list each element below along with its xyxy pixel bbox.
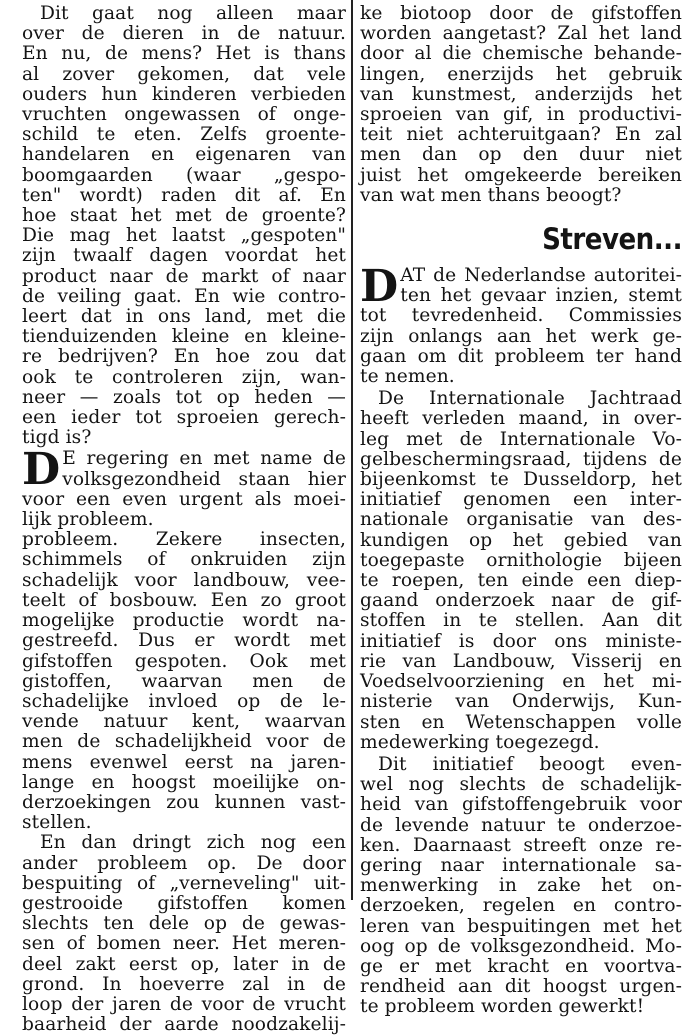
right-paragraph-3 bbox=[360, 389, 682, 753]
text-line: zijn twaalf dagen voordat het bbox=[22, 245, 346, 267]
text-line: van kunstmest, anderzijds het bbox=[360, 83, 682, 105]
right-paragraph-2 bbox=[360, 261, 682, 388]
text-line: ouders hun kinderen verbieden bbox=[22, 83, 346, 105]
left-paragraph-3 bbox=[22, 530, 346, 833]
text-line: gestrooide gifstoffen komen bbox=[22, 892, 346, 914]
text-line: deel zakt eerst op, later in de bbox=[22, 953, 346, 975]
text-line: leert dat in ons land, met die bbox=[22, 306, 346, 328]
text-line: Dit gaat nog alleen maar bbox=[40, 3, 346, 24]
text-line: sen of bomen neer. Het meren- bbox=[22, 933, 346, 955]
column-divider bbox=[351, 0, 353, 900]
text-line: oog op de volksgezondheid. Mo- bbox=[360, 935, 682, 957]
text-line: kundigen op het gebied van bbox=[360, 529, 682, 551]
text-line: re bedrijven? En hoe zou dat bbox=[22, 346, 346, 368]
text-line: heid van gifstoffengebruik voor bbox=[360, 794, 682, 816]
text-line: mens evenwel eerst na jaren- bbox=[22, 751, 346, 773]
text-line: Voedselvoorziening en het mi- bbox=[360, 671, 682, 693]
text-line: volksgezondheid staan hier bbox=[62, 468, 346, 490]
text-line: tot tevredenheid. Commissies bbox=[360, 305, 682, 327]
left-column bbox=[22, 4, 346, 1035]
text-line: ge er met kracht en voortva- bbox=[360, 955, 682, 977]
drop-cap-letter: D bbox=[22, 444, 61, 496]
text-line: product naar de markt of naar bbox=[22, 265, 346, 287]
text-line: AT de Nederlandse autoritei- bbox=[400, 265, 682, 287]
text-line: gistoffen, waarvan men de bbox=[22, 670, 346, 692]
text-line: men dan op den duur niet bbox=[360, 144, 682, 166]
text-line: te probleem worden gewerkt! bbox=[360, 996, 645, 1018]
text-line: rie van Landbouw, Visserij en bbox=[360, 650, 682, 672]
text-line: vruchten ongewassen of onge- bbox=[22, 104, 346, 126]
text-line: ten het gevaar inzien, stemt bbox=[400, 285, 682, 307]
text-line: En nu, de mens? Het is thans bbox=[22, 43, 346, 65]
text-line: heeft verleden maand, in over- bbox=[360, 408, 682, 430]
text-line: wel nog slechts de schadelijk- bbox=[360, 774, 682, 796]
text-line: een ieder tot sproeien gerech- bbox=[22, 407, 346, 429]
text-line: slechts ten dele op de gewas- bbox=[22, 913, 346, 935]
right-paragraph-4 bbox=[360, 755, 682, 1018]
text-line: juist het omgekeerde bereiken bbox=[360, 164, 682, 186]
text-line: door al die chemische behande- bbox=[360, 43, 682, 65]
text-line: baarheid der aarde noodzakelij- bbox=[22, 1014, 346, 1035]
text-line: menwerking in zake het on- bbox=[360, 875, 682, 897]
text-line: teelt of bosbouw. Een zo groot bbox=[22, 589, 346, 611]
text-line: boomgaarden (waar „gespo- bbox=[22, 164, 346, 186]
text-line: medewerking toegezegd. bbox=[360, 731, 600, 753]
left-paragraph-1 bbox=[22, 4, 346, 448]
text-line: En dan dringt zich nog een bbox=[40, 832, 346, 854]
text-line: bijeenkomst te Dusseldorp, het bbox=[360, 469, 682, 491]
text-line: vende natuur kent, waarvan bbox=[22, 711, 346, 733]
text-line: Die mag het laatst „gespoten" bbox=[22, 225, 346, 247]
text-line: grond. In hoeverre zal in de bbox=[22, 973, 346, 995]
text-line: over de dieren in de natuur. bbox=[22, 23, 346, 45]
text-line: neer — zoals tot op heden — bbox=[22, 386, 346, 408]
text-line: rendheid aan dit hoogst urgen- bbox=[360, 976, 682, 998]
text-line: worden aangetast? Zal het land bbox=[360, 23, 682, 45]
text-line: ander probleem op. De door bbox=[22, 852, 346, 874]
text-line: De Internationale Jachtraad bbox=[378, 388, 682, 410]
text-line: mogelijke productie wordt na- bbox=[22, 610, 346, 632]
text-line: gaand onderzoek naar de gif- bbox=[360, 590, 682, 612]
left-paragraph-2 bbox=[22, 444, 346, 531]
text-line: probleem. Zekere insecten, bbox=[22, 529, 346, 551]
text-line: schadelijk voor landbouw, vee- bbox=[22, 569, 346, 591]
text-line: lijk probleem. bbox=[22, 509, 154, 531]
text-line: teit niet achteruitgaan? En zal bbox=[360, 124, 682, 146]
text-line: van wat men thans beoogt? bbox=[360, 184, 622, 206]
text-line: ke biotoop door de gifstoffen bbox=[360, 3, 682, 24]
text-line: derzoekingen zou kunnen vast- bbox=[22, 791, 346, 813]
text-line: Dit initiatief beoogt even- bbox=[378, 753, 682, 775]
text-line: stoffen in te stellen. Aan dit bbox=[360, 610, 682, 632]
text-line: leg met de Internationale Vo- bbox=[360, 428, 682, 450]
text-line: de levende natuur te onderzoe- bbox=[360, 814, 682, 836]
text-line: schimmels of onkruiden zijn bbox=[22, 549, 346, 571]
text-line: E regering en met name de bbox=[62, 448, 346, 470]
text-line: ook te controleren zijn, wan- bbox=[22, 366, 346, 388]
text-line: de veiling gaat. En wie contro- bbox=[22, 285, 346, 307]
left-paragraph-4 bbox=[22, 833, 346, 1035]
text-line: gelbeschermingsraad, tijdens de bbox=[360, 448, 682, 470]
text-line: initiatief is door ons ministe- bbox=[360, 630, 682, 652]
text-line: sten en Wetenschappen volle bbox=[360, 711, 682, 733]
text-line: men de schadelijkheid voor de bbox=[22, 731, 346, 753]
text-line: te nemen. bbox=[360, 366, 455, 388]
text-line: hoe staat het met de groente? bbox=[22, 205, 346, 227]
right-paragraph-1 bbox=[360, 4, 682, 206]
text-line: voor een even urgent als moei- bbox=[22, 488, 346, 510]
text-line: gifstoffen gespoten. Ook met bbox=[22, 650, 346, 672]
text-line: handelaren en eigenaren van bbox=[22, 144, 346, 166]
text-line: initiatief genomen een inter- bbox=[360, 489, 682, 511]
text-line: te roepen, ten einde een diep- bbox=[360, 570, 682, 592]
text-line: nisterie van Onderwijs, Kun- bbox=[360, 691, 682, 713]
text-line: tigd is? bbox=[22, 427, 92, 449]
text-line: sproeien van gif, in productivi- bbox=[360, 104, 682, 126]
drop-cap-letter: D bbox=[360, 261, 399, 313]
right-column bbox=[360, 4, 682, 1018]
text-line: bespuiting of „verneveling" uit- bbox=[22, 872, 346, 894]
text-line: stellen. bbox=[22, 812, 92, 834]
text-line: schadelijke invloed op de le- bbox=[22, 690, 346, 712]
text-line: lingen, enerzijds het gebruik bbox=[360, 63, 682, 85]
text-line: lange en hoogst moeilijke on- bbox=[22, 771, 346, 793]
text-line: loop der jaren de voor de vrucht bbox=[22, 993, 346, 1015]
section-heading: Streven... bbox=[542, 222, 682, 257]
text-line: gering naar internationale sa- bbox=[360, 854, 682, 876]
text-line: tienduizenden kleine en kleine- bbox=[22, 326, 346, 348]
text-line: derzoeken, regelen en contro- bbox=[360, 895, 682, 917]
text-line: leren van bespuitingen met het bbox=[360, 915, 682, 937]
text-line: toegepaste ornithologie bijeen bbox=[360, 549, 682, 571]
text-line: ten" wordt) raden dit af. En bbox=[22, 184, 346, 206]
text-line: schild te eten. Zelfs groente- bbox=[22, 124, 346, 146]
text-line: al zover gekomen, dat vele bbox=[22, 63, 346, 85]
text-line: gestreefd. Dus er wordt met bbox=[22, 630, 346, 652]
text-line: gaan om dit probleem ter hand bbox=[360, 345, 682, 367]
text-line: ken. Daarnaast streeft onze re- bbox=[360, 834, 682, 856]
text-line: nationale organisatie van des- bbox=[360, 509, 682, 531]
text-line: zijn onlangs aan het werk ge- bbox=[360, 325, 682, 347]
